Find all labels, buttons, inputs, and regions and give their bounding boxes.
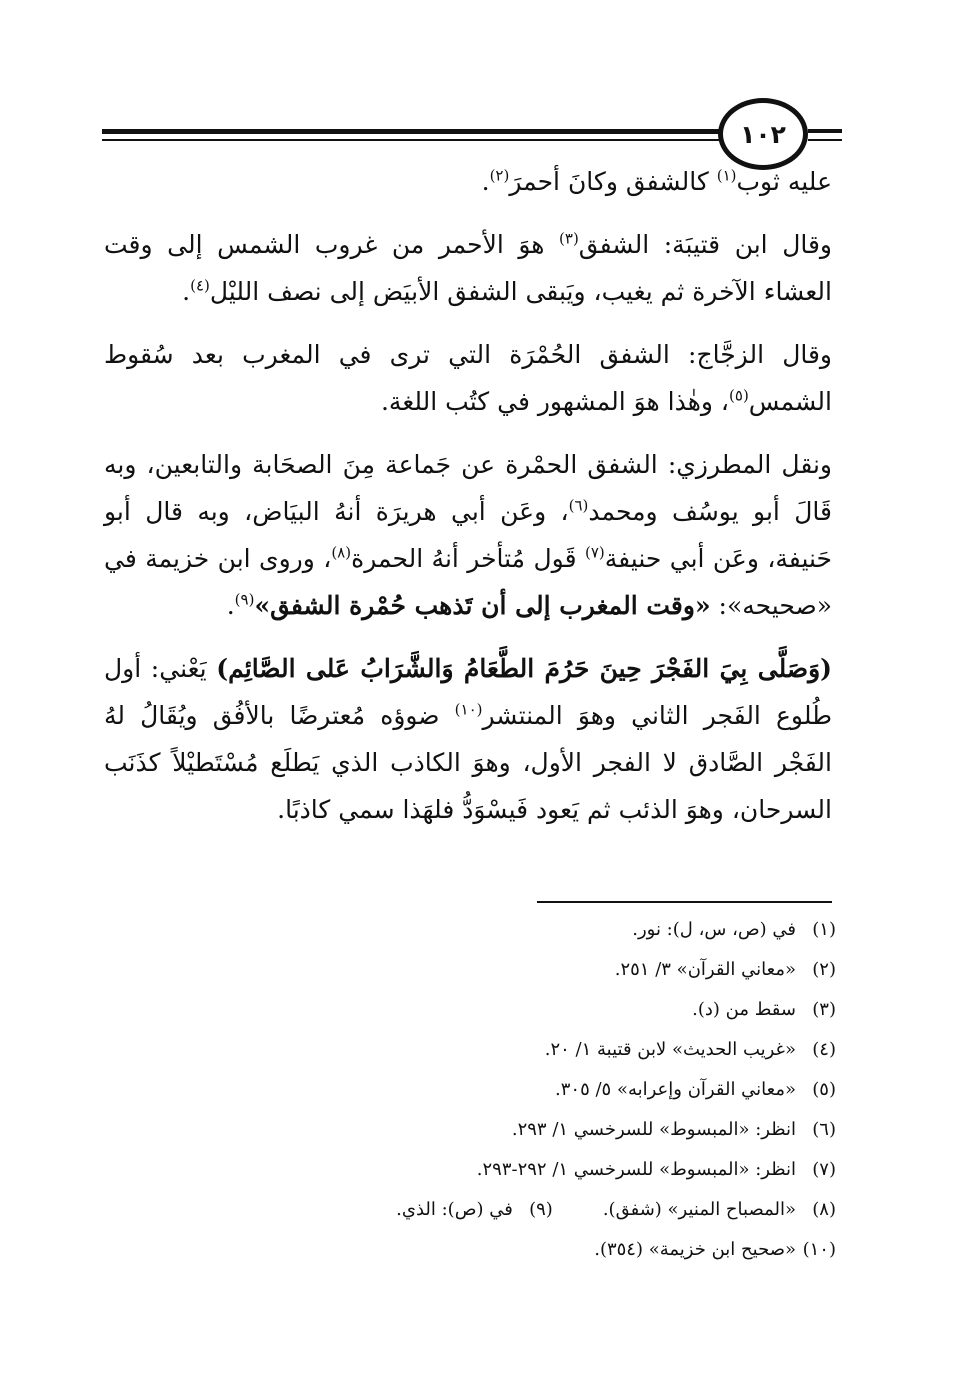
- text-run: وقال ابن قتيبَة: الشفق: [578, 230, 832, 259]
- footnote-line: [104, 950, 836, 990]
- text-run: يَعْني: أول طُلوع الفَجر الثاني وهوَ المنتشر: [104, 654, 833, 730]
- paragraph-4: [104, 441, 832, 629]
- footnote-ref: (٤): [190, 276, 210, 295]
- text-run: .: [481, 167, 490, 196]
- paragraph-1: [104, 158, 832, 205]
- footnote-ref: (٧): [584, 543, 605, 562]
- text-run: ، وهٰذا هوَ المشهور في كتُب اللغة.: [380, 387, 730, 416]
- hadith-quote: «وقت المغرب إلى أن تَذهب حُمْرة الشفق»: [254, 591, 711, 620]
- footnote-text: «معاني القرآن وإعرابه» ٥/ ٣٠٥.: [555, 1079, 796, 1100]
- header-rule-right-thick: [808, 129, 842, 133]
- text-run: .: [182, 277, 191, 306]
- header-rule-thick: [102, 129, 722, 134]
- page-number: ١٠٢: [740, 119, 786, 149]
- footnote-gap: [553, 1190, 603, 1230]
- footnote-line: [104, 1110, 836, 1150]
- footnote-text: سقط من (د).: [692, 999, 796, 1020]
- footnote-text: «معاني القرآن» ٣/ ٢٥١.: [614, 959, 796, 980]
- footnote-number: (٩): [529, 1199, 553, 1220]
- footnote-number: (٥): [812, 1079, 836, 1100]
- footnote-text: «صحيح ابن خزيمة» (٣٥٤).: [594, 1239, 796, 1260]
- paragraph-5: [104, 645, 832, 833]
- footnote-line: [104, 1070, 836, 1110]
- footnote-number: (٧): [812, 1159, 836, 1180]
- text-run: .: [226, 591, 235, 620]
- footnote-line: [104, 910, 836, 950]
- main-text: [104, 158, 832, 849]
- text-run: ، وعَن أبي هريرَة أنهُ البيَاض، وبه قال أبو حَنيفة، وعَن أبي حنيفة: [104, 497, 832, 573]
- header-rule-right-thin: [808, 139, 842, 141]
- text-run: ونقل المطرزي: الشفق الحمْرة عن جَماعة مِنَ الصحَابة والتابعين، وبه قَالَ أبو يوسُف ومحمد: [104, 450, 832, 526]
- footnote-number: (٨): [812, 1199, 836, 1220]
- footnote-separator: [537, 901, 832, 903]
- footnote-text: انظر: «المبسوط» للسرخسي ١/ ٢٩٢-٢٩٣.: [476, 1159, 796, 1180]
- footnote-ref: (٢): [489, 166, 510, 185]
- footnote-ref: (٩): [234, 590, 255, 609]
- footnote-line: [104, 1190, 836, 1230]
- text-run: عليه ثوب: [736, 167, 832, 196]
- footnote-number: (١): [812, 919, 836, 940]
- footnote-line: [104, 1230, 836, 1270]
- footnote-line: [104, 1150, 836, 1190]
- text-run: وقال الزجَّاج: الشفق الحُمْرَة التي ترى في المغرب بعد سُقوط الشمس: [104, 340, 832, 416]
- footnotes: [104, 910, 836, 1270]
- footnote-number: (١٠): [802, 1239, 836, 1260]
- text-run: قَول مُتأخر أنهُ الحمرة: [351, 544, 585, 573]
- footnote-text: في (ص، س، ل): نور.: [632, 919, 796, 940]
- text-run: هوَ الأحمر من غروب الشمس إلى وقت العشاء الآخرة ثم يغيب، ويَبقى الشفق الأبيَض إلى نصف الليْل: [104, 230, 832, 306]
- footnote-text: «المصباح المنير» (شفق).: [602, 1199, 796, 1220]
- text-run: كالشفق وكانَ أحمرَ: [509, 167, 717, 196]
- footnote-text: انظر: «المبسوط» للسرخسي ١/ ٢٩٣.: [511, 1119, 796, 1140]
- footnote-number: (٤): [812, 1039, 836, 1060]
- footnote-ref: (٨): [331, 543, 352, 562]
- footnote-ref: (٥): [729, 386, 749, 405]
- footnote-number: (٢): [812, 959, 836, 980]
- footnote-text: في (ص): الذي.: [396, 1199, 513, 1220]
- footnote-line: [104, 1030, 836, 1070]
- paragraph-3: [104, 331, 832, 425]
- footnote-ref: (٦): [568, 496, 589, 515]
- paragraph-2: [104, 221, 832, 315]
- footnote-number: (٦): [812, 1119, 836, 1140]
- footnote-ref: (١): [716, 166, 737, 185]
- text-run: ضوؤه مُعترضًا بالأفُق ويُقَالُ لهُ الفَجْر الصَّادق لا الفجر الأول، وهوَ الكاذب الذي يَطلَع مُسْتَطيْلاً كذَنَب السرحان، وهوَ الذئب ثم يَعود فَيسْوَدُّ فلهَذا سمي كاذبًا.: [104, 701, 832, 824]
- matn-quote: (وَصَلَّى بِيَ الفَجْرَ حِينَ حَرُمَ الطَّعَامُ وَالشَّرَابُ عَلى الصَّائِم): [216, 654, 832, 683]
- footnote-line: [104, 990, 836, 1030]
- text-run: ، وروى ابن خزيمة في «صحيحه»:: [104, 544, 832, 620]
- footnote-ref: (١٠): [454, 700, 483, 719]
- footnote-text: «غريب الحديث» لابن قتيبة ١/ ٢٠.: [544, 1039, 796, 1060]
- footnote-ref: (٣): [559, 229, 579, 248]
- header-rule-thin: [102, 139, 722, 141]
- footnote-number: (٣): [812, 999, 836, 1020]
